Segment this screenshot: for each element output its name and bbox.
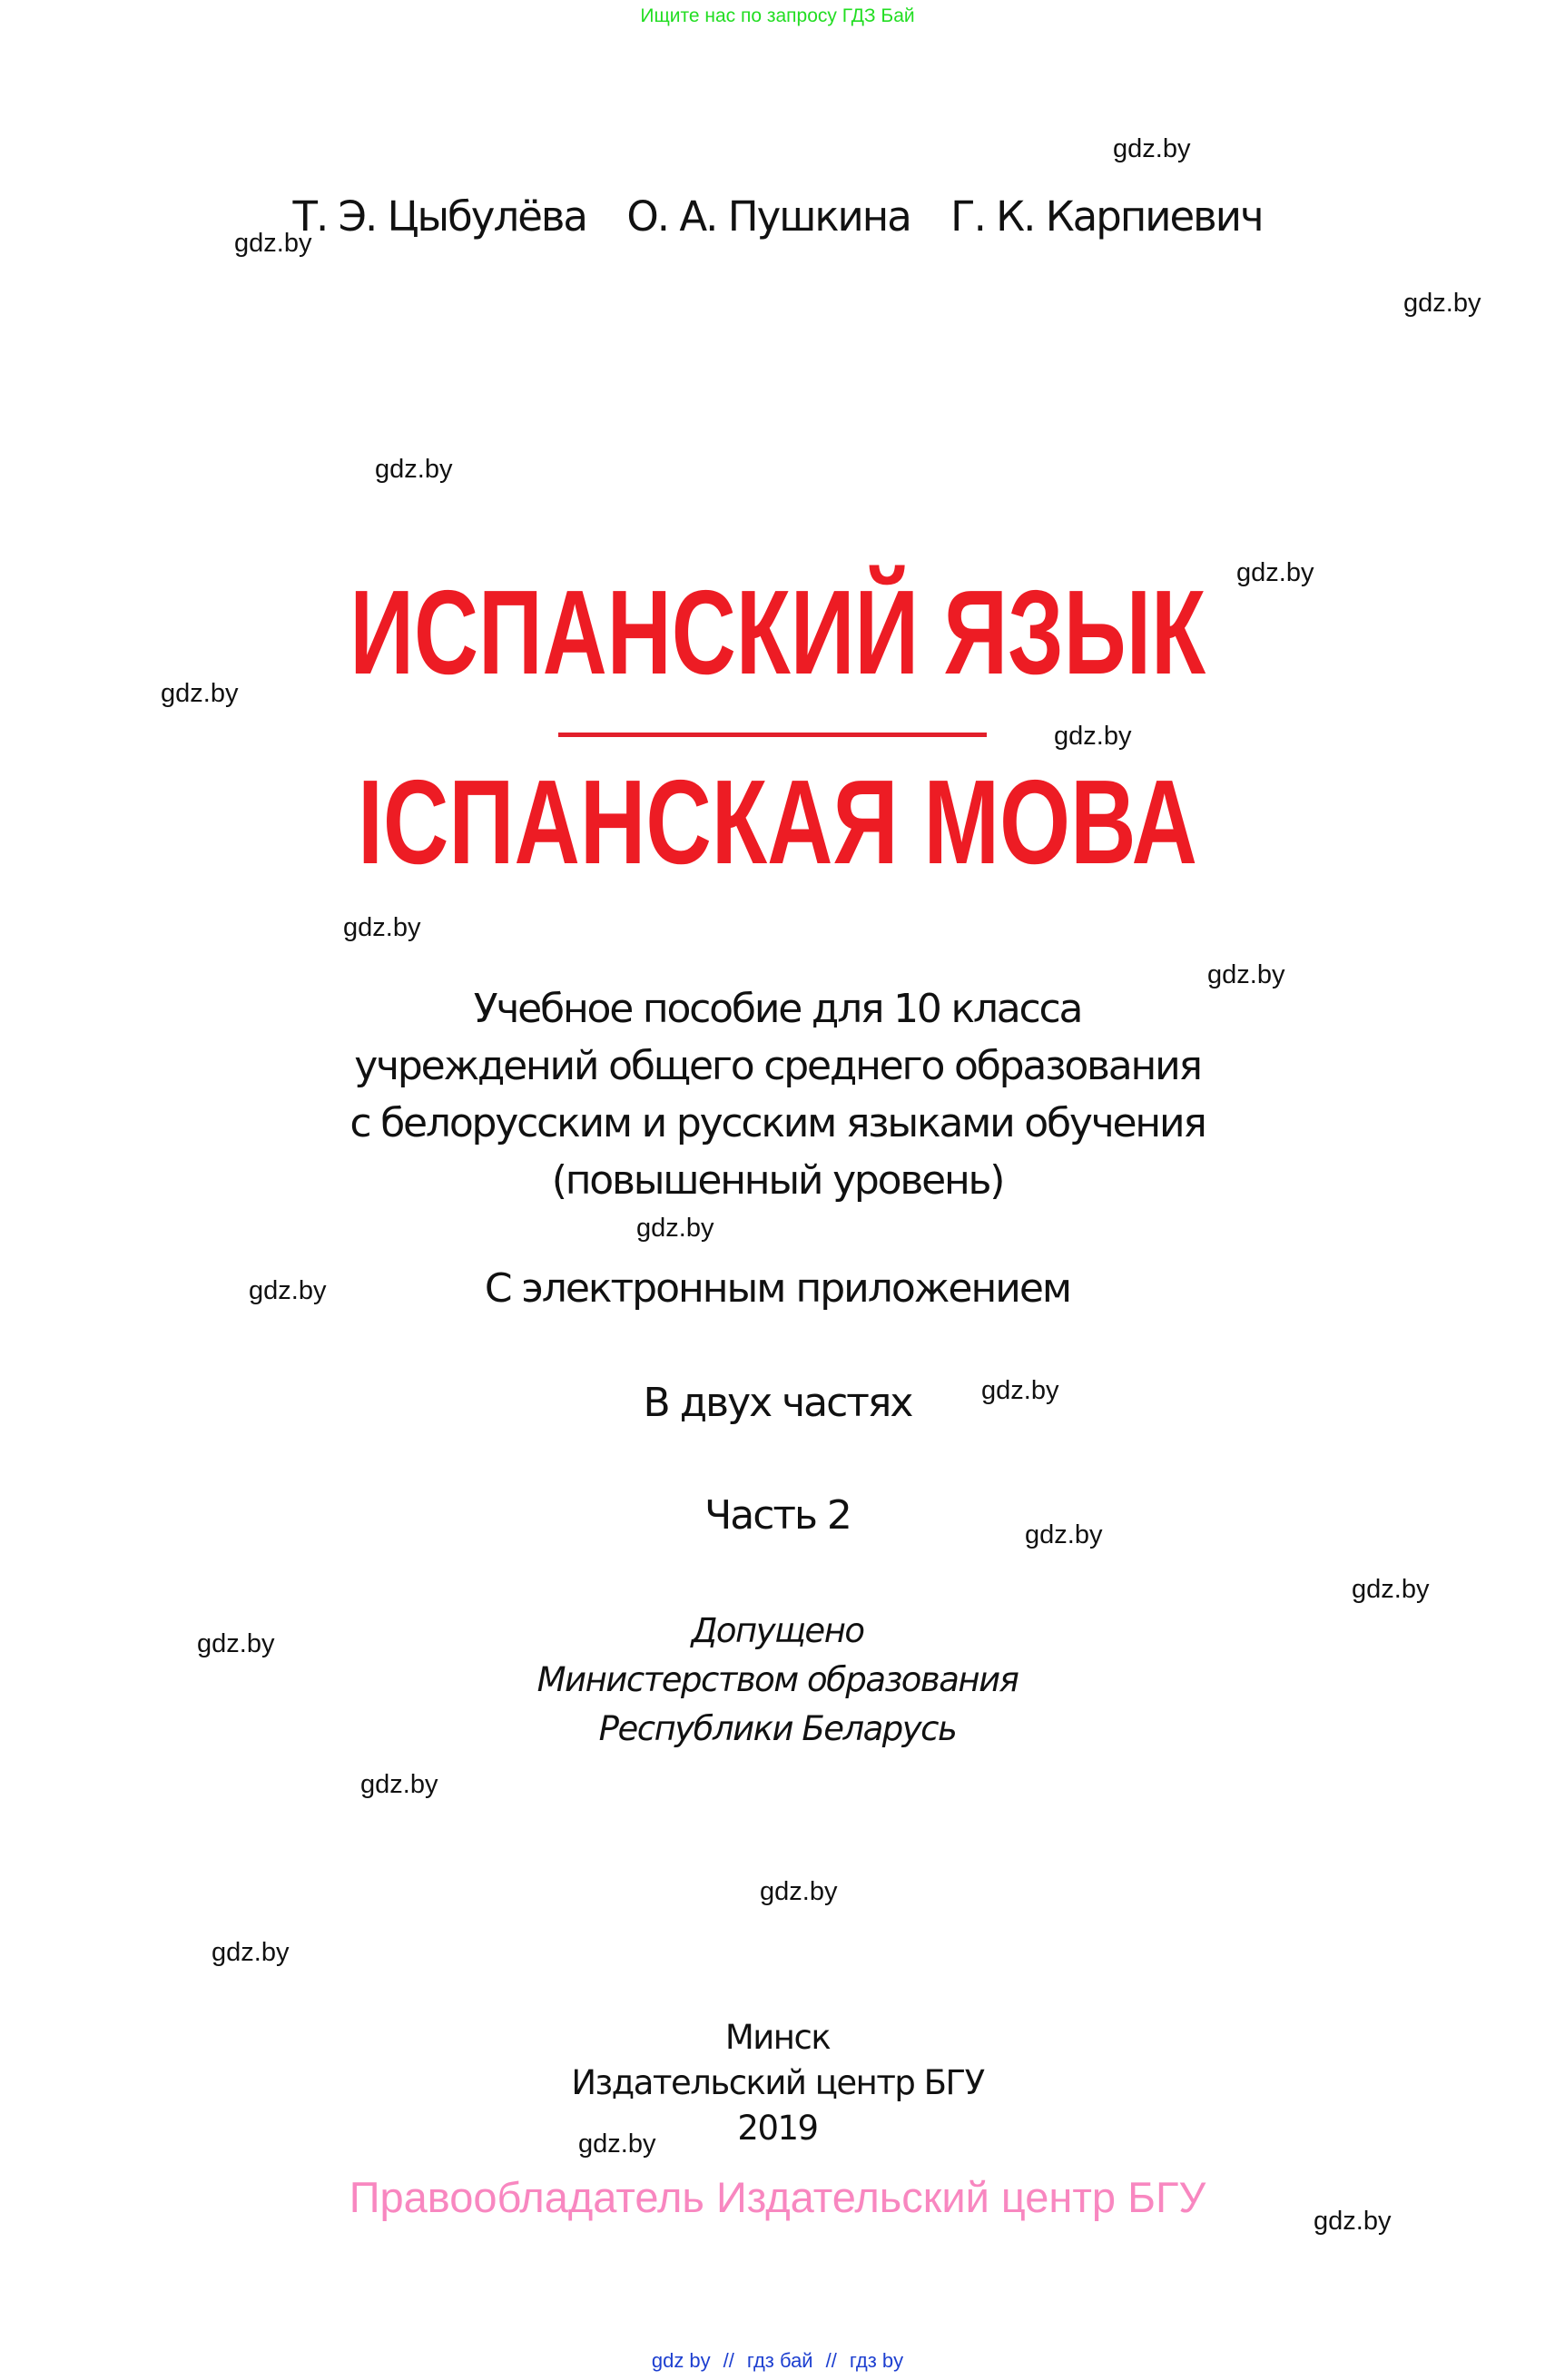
author-3: Г. К. Карпиевич bbox=[950, 192, 1263, 241]
watermark-text: gdz.by bbox=[1207, 960, 1285, 989]
footer-link-gdz-by-cyr[interactable]: гдз by bbox=[849, 2349, 904, 2372]
watermark-text: gdz.by bbox=[981, 1376, 1059, 1405]
copyright-holder: Правообладатель Издательский центр БГУ bbox=[349, 2173, 1206, 2221]
title-divider bbox=[558, 733, 987, 737]
subtitle-line: Учебное пособие для 10 класса bbox=[473, 986, 1082, 1032]
publication-year: 2019 bbox=[737, 2109, 818, 2148]
part-number: Часть 2 bbox=[704, 1492, 851, 1539]
publisher-city: Минск bbox=[724, 2018, 831, 2057]
watermark-text: gdz.by bbox=[578, 2129, 656, 2159]
publisher-block bbox=[0, 2015, 1555, 2151]
watermark-text: gdz.by bbox=[375, 455, 453, 484]
authors-line bbox=[0, 194, 1555, 240]
watermark-text: gdz.by bbox=[360, 1770, 438, 1799]
watermark-text: gdz.by bbox=[1236, 558, 1314, 587]
title-russian: ИСПАНСКИЙ ЯЗЫК bbox=[349, 565, 1206, 699]
watermark-text: gdz.by bbox=[760, 1877, 838, 1906]
watermark-text: gdz.by bbox=[212, 1938, 290, 1967]
author-2: О. А. Пушкина bbox=[626, 192, 910, 241]
approval-line: Министерством образования bbox=[536, 1660, 1019, 1699]
watermark-text: gdz.by bbox=[1113, 134, 1191, 163]
footer-separator: // bbox=[825, 2349, 837, 2372]
subtitle-line: с белорусским и русским языками обучения bbox=[349, 1100, 1206, 1146]
footer-links bbox=[0, 2349, 1555, 2373]
approval-line: Республики Беларусь bbox=[598, 1709, 957, 1748]
author-1: Т. Э. Цыбулёва bbox=[292, 192, 586, 241]
watermark-text: gdz.by bbox=[1352, 1575, 1430, 1604]
watermark-text: gdz.by bbox=[1054, 722, 1132, 751]
watermark-text: gdz.by bbox=[249, 1276, 327, 1305]
watermark-text: gdz.by bbox=[161, 679, 239, 708]
watermark-text: gdz.by bbox=[197, 1629, 275, 1658]
title-belarusian-row bbox=[0, 755, 1555, 889]
subtitle-line: (повышенный уровень) bbox=[551, 1157, 1004, 1204]
watermark-text: gdz.by bbox=[636, 1214, 714, 1243]
subtitle-block bbox=[0, 980, 1555, 1209]
publisher-name: Издательский центр БГУ bbox=[571, 2063, 984, 2102]
watermark-text: gdz.by bbox=[234, 229, 312, 258]
footer-link-gdz-bai[interactable]: гдз бай bbox=[746, 2349, 813, 2372]
footer-link-gdz-by[interactable]: gdz by bbox=[651, 2349, 711, 2372]
watermark-text: gdz.by bbox=[1025, 1520, 1103, 1549]
search-banner[interactable]: Ищите нас по запросу ГДЗ Бай bbox=[640, 5, 915, 26]
approval-line: Допущено bbox=[691, 1611, 864, 1650]
electronic-supplement-note: С электронным приложением bbox=[484, 1265, 1071, 1312]
watermark-text: gdz.by bbox=[343, 913, 421, 942]
footer-separator: // bbox=[723, 2349, 734, 2372]
subtitle-line: учреждений общего среднего образования bbox=[354, 1043, 1201, 1089]
watermark-text: gdz.by bbox=[1403, 289, 1481, 318]
parts-count: В двух частях bbox=[643, 1380, 912, 1426]
watermark-text: gdz.by bbox=[1314, 2207, 1392, 2236]
title-belarusian: ІСПАНСКАЯ МОВА bbox=[358, 755, 1197, 889]
